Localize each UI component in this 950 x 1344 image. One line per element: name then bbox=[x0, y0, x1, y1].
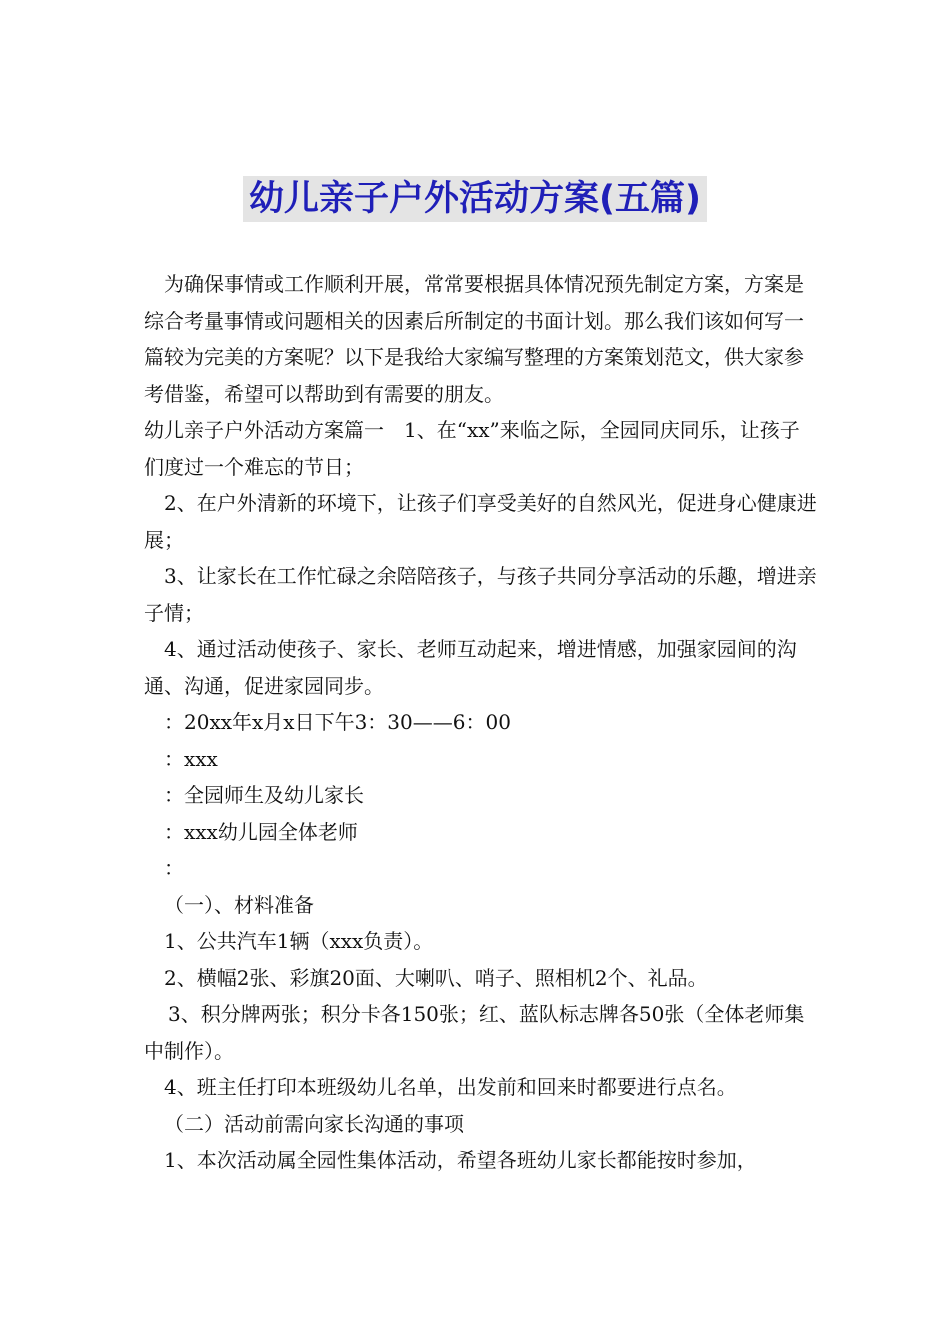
paragraph-item-3: 3、让家长在工作忙碌之余陪陪孩子，与孩子共同分享活动的乐趣，增进亲子情； bbox=[144, 564, 817, 625]
paragraph-item-4: 4、通过活动使孩子、家长、老师互动起来，增进情感，加强家园间的沟通、沟通，促进家园同步。 bbox=[144, 637, 797, 698]
paragraph-material-4: 4、班主任打印本班级幼儿名单，出发前和回来时都要进行点名。 bbox=[164, 1075, 737, 1099]
document-title: 幼儿亲子户外活动方案(五篇) bbox=[243, 176, 707, 222]
intro-paragraph: 为确保事情或工作顺利开展，常常要根据具体情况预先制定方案，方案是综合考量事情或问题相关的因素后所制定的书面计划。那么我们该如何写一篇较为完美的方案呢？以下是我给大家编写整理的方案策划范文，供大家参考借鉴，希望可以帮助到有需要的朋友。 bbox=[144, 272, 804, 406]
paragraph-empty-field: ： bbox=[164, 856, 184, 880]
paragraph-time: ：20xx年x月x日下午3：30——6：00 bbox=[164, 710, 511, 734]
paragraph-material-3: 3、积分牌两张；积分卡各150张；红、蓝队标志牌各50张（全体老师集中制作）。 bbox=[144, 1002, 805, 1063]
paragraph-item-2: 2、在户外清新的环境下，让孩子们享受美好的自然风光，促进身心健康进展； bbox=[144, 491, 817, 552]
paragraph-material-1: 1、公共汽车1辆（xxx负责）。 bbox=[164, 929, 434, 953]
document-body bbox=[144, 266, 819, 1179]
title-container bbox=[0, 176, 950, 222]
paragraph-location: ：xxx bbox=[164, 746, 218, 771]
paragraph-section-materials: （一）、材料准备 bbox=[164, 892, 314, 917]
paragraph-plan-1-item-1: 幼儿亲子户外活动方案篇一 1、在“xx”来临之际，全园同庆同乐，让孩子们度过一个难忘的节日； bbox=[144, 418, 800, 479]
paragraph-material-2: 2、横幅2张、彩旗20面、大喇叭、哨子、照相机2个、礼品。 bbox=[164, 965, 708, 990]
paragraph-participants: ：全园师生及幼儿家长 bbox=[164, 783, 364, 807]
paragraph-communication-1: 1、本次活动属全园性集体活动，希望各班幼儿家长都能按时参加， bbox=[164, 1148, 757, 1172]
paragraph-organizers: ：xxx幼儿园全体老师 bbox=[164, 819, 358, 844]
paragraph-section-parent-communication: （二）活动前需向家长沟通的事项 bbox=[164, 1111, 464, 1136]
